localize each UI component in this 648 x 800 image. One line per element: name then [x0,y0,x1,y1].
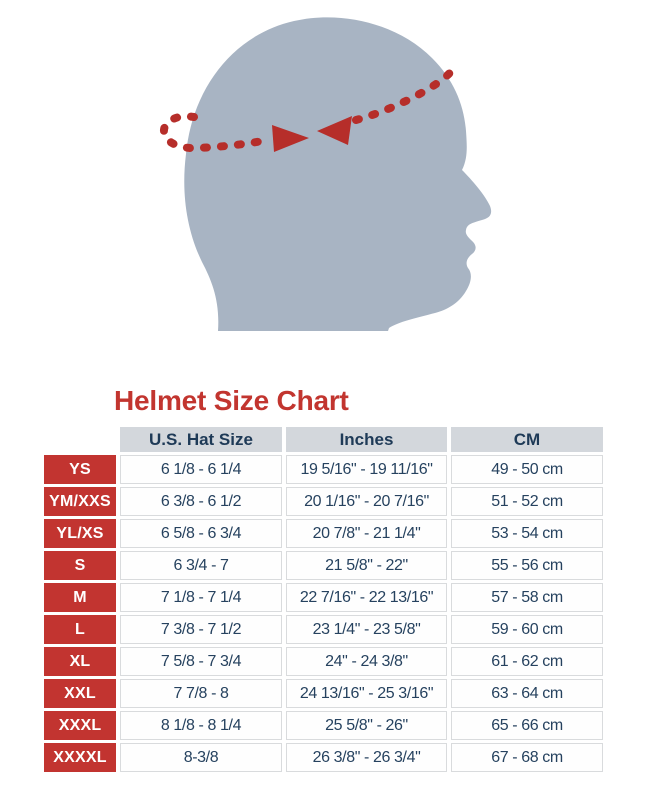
size-label-cell: L [44,615,116,644]
table-corner-spacer [44,427,116,452]
hat-size-cell: 7 5/8 - 7 3/4 [120,647,282,676]
size-label-cell: YM/XXS [44,487,116,516]
size-label-cell: XL [44,647,116,676]
inches-cell: 24 13/16" - 25 3/16" [286,679,447,708]
cm-cell: 49 - 50 cm [451,455,603,484]
inches-cell: 20 1/16" - 20 7/16" [286,487,447,516]
cm-cell: 55 - 56 cm [451,551,603,580]
page-title: Helmet Size Chart [114,385,349,416]
size-label-cell: XXXL [44,711,116,740]
column-header-hat-size: U.S. Hat Size [120,427,282,452]
head-measurement-diagram [0,0,648,372]
inches-cell: 24" - 24 3/8" [286,647,447,676]
inches-cell: 22 7/16" - 22 13/16" [286,583,447,612]
inches-cell: 26 3/8" - 26 3/4" [286,743,447,772]
inches-cell: 23 1/4" - 23 5/8" [286,615,447,644]
head-silhouette [184,17,491,331]
hat-size-cell: 8-3/8 [120,743,282,772]
head-diagram-svg [0,0,648,372]
size-label-cell: YL/XS [44,519,116,548]
inches-cell: 20 7/8" - 21 1/4" [286,519,447,548]
size-label-cell: XXXXL [44,743,116,772]
size-label-cell: M [44,583,116,612]
hat-size-cell: 7 1/8 - 7 1/4 [120,583,282,612]
cm-cell: 63 - 64 cm [451,679,603,708]
inches-cell: 19 5/16" - 19 11/16" [286,455,447,484]
cm-cell: 65 - 66 cm [451,711,603,740]
inches-cell: 25 5/8" - 26" [286,711,447,740]
cm-cell: 51 - 52 cm [451,487,603,516]
hat-size-cell: 6 3/4 - 7 [120,551,282,580]
hat-size-cell: 7 7/8 - 8 [120,679,282,708]
size-chart-table [44,427,603,772]
cm-cell: 67 - 68 cm [451,743,603,772]
cm-cell: 61 - 62 cm [451,647,603,676]
inches-cell: 21 5/8" - 22" [286,551,447,580]
cm-cell: 59 - 60 cm [451,615,603,644]
size-label-cell: XXL [44,679,116,708]
cm-cell: 57 - 58 cm [451,583,603,612]
hat-size-cell: 6 3/8 - 6 1/2 [120,487,282,516]
hat-size-cell: 7 3/8 - 7 1/2 [120,615,282,644]
hat-size-cell: 6 5/8 - 6 3/4 [120,519,282,548]
column-header-inches: Inches [286,427,447,452]
column-header-cm: CM [451,427,603,452]
size-label-cell: YS [44,455,116,484]
hat-size-cell: 6 1/8 - 6 1/4 [120,455,282,484]
size-label-cell: S [44,551,116,580]
hat-size-cell: 8 1/8 - 8 1/4 [120,711,282,740]
cm-cell: 53 - 54 cm [451,519,603,548]
